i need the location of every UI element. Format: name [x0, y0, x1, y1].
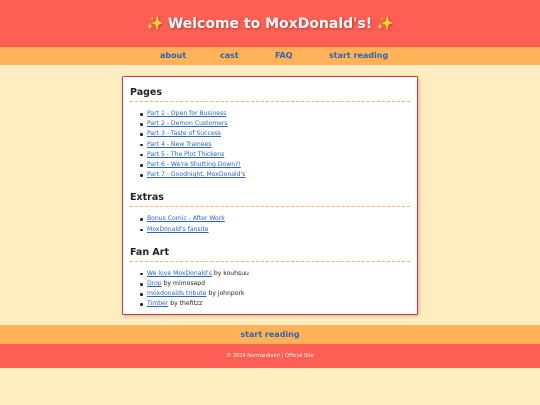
fanart-link[interactable]: Drop: [147, 280, 162, 288]
list-item: [139, 160, 410, 170]
site-footer: [0, 344, 540, 368]
page-link-part-4[interactable]: Part 4 - New Trainees: [147, 140, 212, 148]
nav-start-reading-link[interactable]: start reading: [329, 51, 389, 60]
list-item: [139, 119, 410, 129]
main-nav: [0, 47, 540, 65]
fanart-list: [139, 269, 410, 310]
list-item: [139, 299, 410, 309]
list-item: [139, 170, 410, 180]
pages-list: [139, 109, 410, 180]
fanart-author: by johnpork: [206, 290, 245, 298]
start-reading-link[interactable]: start reading: [240, 330, 300, 339]
list-item: [139, 140, 410, 150]
bonus-comic-link[interactable]: Bonus Comic - After Work: [147, 215, 225, 223]
extras-list: [139, 214, 410, 234]
list-item: [139, 269, 410, 279]
page-link-part-7[interactable]: Part 7 - Goodnight, MoxDonald's: [147, 171, 246, 179]
list-item: [139, 279, 410, 289]
content-card: [122, 76, 418, 315]
fanart-author: by kouhsuu: [211, 269, 249, 277]
list-item: [139, 129, 410, 139]
fanart-link[interactable]: moxdonalds tribute: [147, 290, 207, 298]
list-item: [139, 214, 410, 224]
sparkle-icon: ✨: [146, 15, 164, 32]
fanart-heading: Fan Art: [130, 247, 410, 262]
list-item: [139, 225, 410, 235]
page-link-part-2[interactable]: Part 2 - Demon Customers: [147, 120, 228, 128]
list-item: [139, 150, 410, 160]
site-header: [0, 0, 540, 47]
nav-cast-link[interactable]: cast: [220, 51, 239, 60]
footer-text: © 2024 NormanRain! | Official Site: [226, 353, 314, 359]
fanart-author: by thefitzz: [168, 300, 203, 308]
page-link-part-6[interactable]: Part 6 - We're Shutting Down?!: [147, 161, 241, 169]
page-link-part-5[interactable]: Part 5 - The Plot Thickens: [147, 150, 225, 158]
nav-faq-link[interactable]: FAQ: [275, 51, 293, 60]
site-title: [142, 16, 397, 32]
start-reading-bar: [0, 325, 540, 344]
fanart-link[interactable]: We love MoxDonald's: [147, 269, 212, 277]
sparkle-icon: ✨: [376, 15, 394, 32]
pages-heading: Pages: [130, 87, 410, 102]
fansite-link[interactable]: MoxDonald's fansite: [147, 225, 209, 233]
nav-about-link[interactable]: about: [160, 51, 187, 60]
extras-heading: Extras: [130, 192, 410, 207]
list-item: [139, 109, 410, 119]
list-item: [139, 289, 410, 299]
site-title-text: Welcome to MoxDonald's!: [167, 15, 373, 32]
fanart-link[interactable]: Timber: [147, 300, 169, 308]
page-link-part-3[interactable]: Part 3 - Taste of Success: [147, 130, 221, 138]
fanart-author: by mimosapd: [161, 280, 205, 288]
page-link-part-1[interactable]: Part 1 - Open for Business: [147, 110, 227, 117]
